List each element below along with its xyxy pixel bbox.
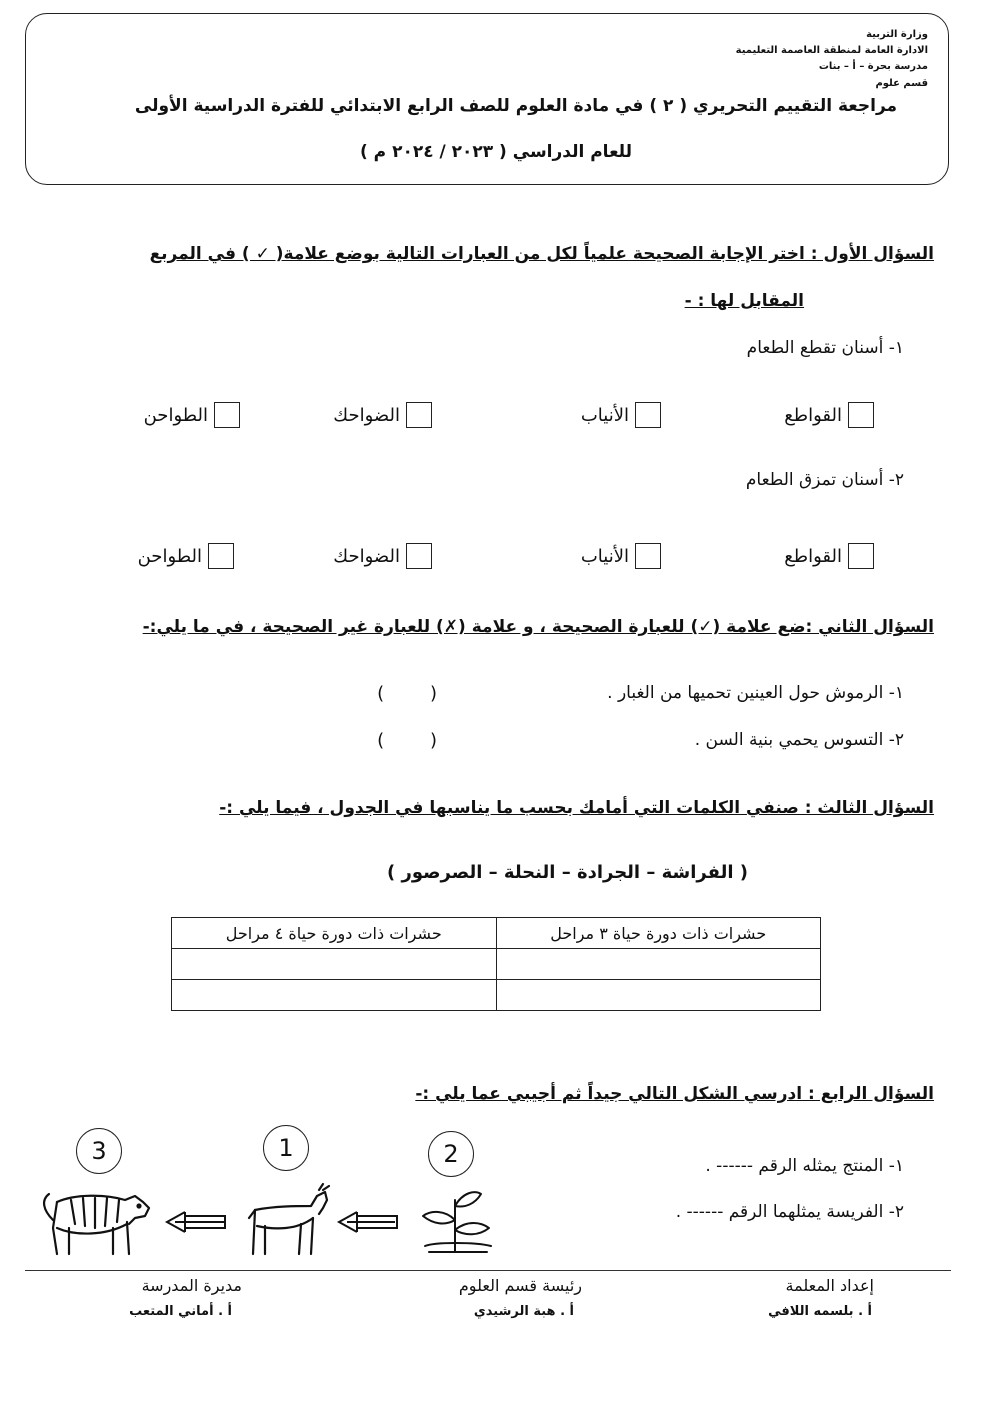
number-circle-plant: 2 — [428, 1131, 474, 1177]
table-cell[interactable] — [496, 949, 821, 980]
footer-divider — [25, 1270, 951, 1271]
prepared-by-label: إعداد المعلمة — [785, 1276, 874, 1295]
table-cell[interactable] — [496, 980, 821, 1011]
q1-item-1-option-2[interactable]: الأنياب — [581, 402, 661, 428]
checkbox[interactable] — [208, 543, 234, 569]
checkbox[interactable] — [635, 402, 661, 428]
arrow-icon — [339, 1212, 397, 1232]
checkbox[interactable] — [848, 543, 874, 569]
academic-year: للعام الدراسي ( ٢٠٢٣ / ٢٠٢٤ م ) — [359, 142, 632, 162]
table-header-cell: حشرات ذات دورة حياة ٤ مراحل — [172, 918, 497, 949]
school-label: مدرسة بحرة – أ – بنات — [818, 61, 928, 72]
q1-item-1-option-4[interactable]: الطواحن — [144, 402, 240, 428]
q1-title: السؤال الأول : اختر الإجابة الصحيحة علمياً لكل من العبارات التالية بوضع علامة( ✓ ) في المربع — [149, 244, 934, 264]
department-head-name: أ . هبة الرشيدي — [473, 1304, 574, 1319]
table-row — [172, 949, 821, 980]
deer-icon — [249, 1184, 329, 1254]
department-head-label: رئيسة قسم العلوم — [458, 1276, 582, 1295]
q1-item-2-option-2[interactable]: الأنياب — [581, 543, 661, 569]
q4-item-1: ١- المنتج يمثله الرقم ------ . — [705, 1156, 904, 1176]
table-header-row — [172, 918, 821, 949]
q1-item-2: ٢- أسنان تمزق الطعام — [745, 470, 904, 490]
q4-title: السؤال الرابع : ادرسي الشكل التالي جيداً ثم أجيبي عما يلي :- — [415, 1084, 934, 1104]
plant-icon — [423, 1192, 491, 1252]
q2-item-2-answer[interactable]: ( ) — [377, 730, 437, 751]
q2-title: السؤال الثاني :ضع علامة (✓) للعبارة الصحيحة ، و علامة (✗) للعبارة غير الصحيحة ، في ما يلي:- — [142, 617, 934, 637]
number-circle-deer: 1 — [263, 1125, 309, 1171]
table-header-cell: حشرات ذات دورة حياة ٣ مراحل — [496, 918, 821, 949]
q2-item-2: ٢- التسوس يحمي بنية السن . — [694, 730, 904, 750]
checkbox[interactable] — [848, 402, 874, 428]
checkbox[interactable] — [406, 543, 432, 569]
q1-item-2-option-4[interactable]: الطواحن — [138, 543, 234, 569]
q1-item-1: ١- أسنان تقطع الطعام — [746, 338, 904, 358]
classification-table — [171, 917, 821, 1011]
checkbox[interactable] — [406, 402, 432, 428]
number-circle-tiger: 3 — [76, 1128, 122, 1174]
checkbox[interactable] — [214, 402, 240, 428]
directorate-label: الادارة العامة لمنطقة العاصمة التعليمية — [735, 45, 928, 56]
q2-item-1-answer[interactable]: ( ) — [377, 683, 437, 704]
q1-item-2-option-1[interactable]: القواطع — [784, 543, 874, 569]
checkbox[interactable] — [635, 543, 661, 569]
principal-label: مديرة المدرسة — [141, 1276, 242, 1295]
ministry-label: وزارة التربية — [866, 29, 928, 40]
page-title: مراجعة التقييم التحريري ( ٢ ) في مادة العلوم للصف الرابع الابتدائي للفترة الدراسية الأولى — [134, 96, 898, 116]
q3-title: السؤال الثالث : صنفي الكلمات التي أمامك بحسب ما يناسبها في الجدول ، فيما يلي :- — [219, 798, 934, 818]
tiger-icon — [44, 1194, 149, 1254]
table-cell[interactable] — [172, 980, 497, 1011]
q3-word-list: ( الفراشة – الجرادة – النحلة – الصرصور ) — [386, 862, 748, 883]
department-label: قسم علوم — [875, 78, 928, 89]
principal-name: أ . أماني المتعب — [129, 1304, 232, 1319]
food-chain-figure — [35, 1180, 505, 1260]
arrow-icon — [167, 1212, 225, 1232]
table-cell[interactable] — [172, 949, 497, 980]
q4-item-2: ٢- الفريسة يمثلهما الرقم ------ . — [675, 1202, 904, 1222]
q2-item-1: ١- الرموش حول العينين تحميها من الغبار . — [607, 683, 904, 703]
q1-item-2-option-3[interactable]: الضواحك — [333, 543, 432, 569]
table-row — [172, 980, 821, 1011]
q1-item-1-option-1[interactable]: القواطع — [784, 402, 874, 428]
q1-title-cont: المقابل لها : - — [684, 291, 804, 311]
prepared-by-name: أ . بلسمه اللافي — [768, 1304, 872, 1319]
q1-item-1-option-3[interactable]: الضواحك — [333, 402, 432, 428]
